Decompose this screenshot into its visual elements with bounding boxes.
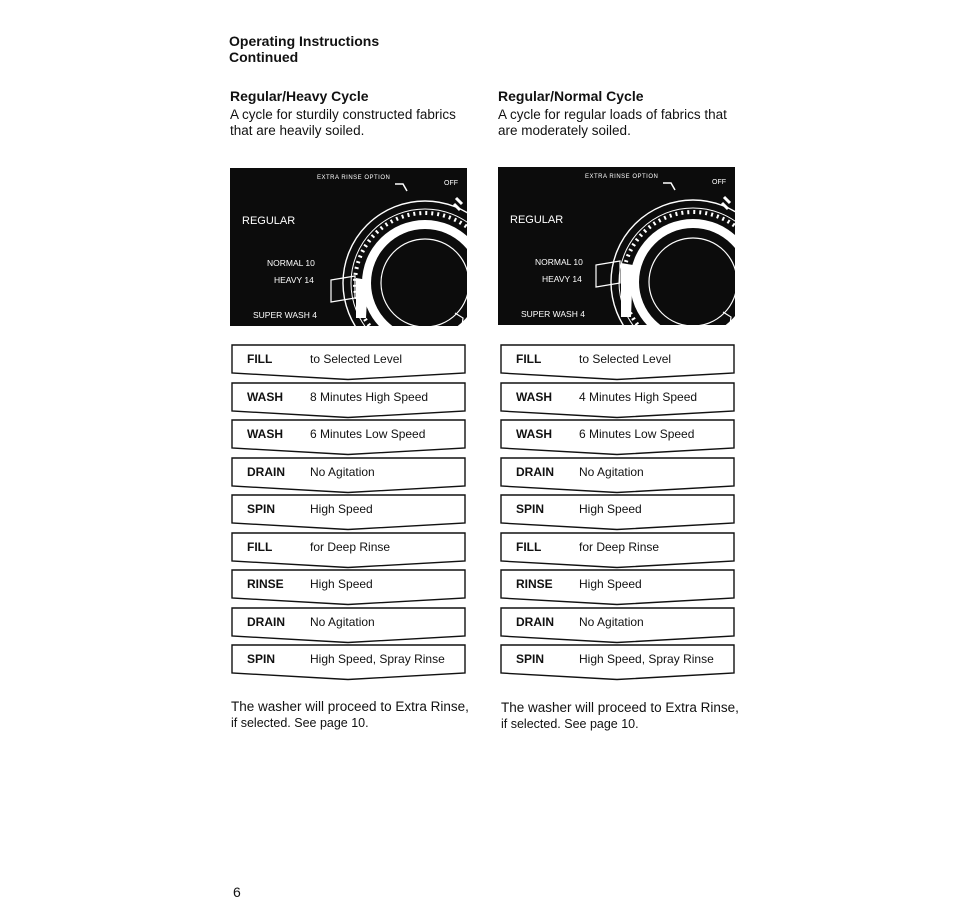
- normal-setting-label: NORMAL 10: [267, 258, 315, 268]
- step-name: FILL: [247, 539, 273, 554]
- note-line: if selected. See page 10.: [501, 717, 639, 731]
- extra-rinse-note: [231, 699, 481, 731]
- step-name: WASH: [516, 389, 552, 404]
- cycle-column-normal: [498, 88, 743, 139]
- cycle-description: [498, 107, 743, 139]
- step-description: High Speed: [310, 502, 373, 516]
- extra-rinse-option-label: EXTRA RINSE OPTION: [317, 175, 391, 181]
- dial-knob-icon: [230, 168, 467, 326]
- heavy-setting-label: HEAVY 14: [542, 274, 582, 284]
- cycle-description-line: are moderately soiled.: [498, 123, 631, 138]
- step-description: High Speed: [310, 577, 373, 591]
- step-description: for Deep Rinse: [579, 539, 660, 554]
- control-dial-panel: [498, 167, 735, 325]
- cycle-step: [230, 644, 467, 682]
- step-description: No Agitation: [579, 614, 644, 629]
- note-line: The washer will proceed to Extra Rinse,: [501, 700, 739, 715]
- cycle-step: [499, 494, 736, 532]
- super-wash-setting-label: SUPER WASH 4: [521, 309, 585, 319]
- cycle-step: [499, 569, 736, 607]
- off-label: OFF: [444, 180, 458, 187]
- note-line: if selected. See page 10.: [231, 716, 369, 730]
- step-name: SPIN: [247, 502, 276, 516]
- cycle-description-line: A cycle for regular loads of fabrics that: [498, 107, 727, 122]
- cycle-steps-list: [230, 344, 467, 682]
- header-subtitle: Continued: [229, 49, 299, 65]
- step-description: 4 Minutes High Speed: [579, 389, 698, 404]
- cycle-title: Regular/Heavy Cycle: [230, 88, 369, 104]
- cycle-step: [499, 344, 736, 382]
- step-description: for Deep Rinse: [310, 539, 391, 554]
- step-name: FILL: [516, 539, 542, 554]
- step-name: WASH: [247, 427, 283, 441]
- section-header: [229, 33, 379, 65]
- cycle-description-line: that are heavily soiled.: [230, 123, 365, 138]
- cycle-description-line: A cycle for sturdily constructed fabrics: [230, 107, 456, 122]
- cycle-step: [230, 344, 467, 382]
- step-name: SPIN: [516, 502, 545, 516]
- step-description: No Agitation: [310, 464, 375, 479]
- cycle-steps-list: [499, 344, 736, 682]
- cycle-step: [499, 644, 736, 682]
- normal-setting-label: NORMAL 10: [535, 257, 583, 267]
- extra-rinse-note: [501, 700, 751, 732]
- step-name: FILL: [247, 352, 273, 366]
- cycle-step: [230, 532, 467, 570]
- page-number: 6: [233, 884, 241, 900]
- cycle-step: [499, 457, 736, 495]
- step-description: High Speed, Spray Rinse: [579, 652, 714, 666]
- cycle-title: Regular/Normal Cycle: [498, 88, 644, 104]
- cycle-step: [230, 382, 467, 420]
- step-description: 6 Minutes Low Speed: [310, 427, 426, 441]
- step-description: No Agitation: [310, 614, 375, 629]
- step-description: to Selected Level: [579, 352, 672, 366]
- step-description: 8 Minutes High Speed: [310, 389, 429, 404]
- cycle-step: [230, 607, 467, 645]
- step-description: 6 Minutes Low Speed: [579, 427, 695, 441]
- step-name: DRAIN: [516, 614, 554, 629]
- step-name: DRAIN: [247, 464, 285, 479]
- step-name: DRAIN: [247, 614, 285, 629]
- control-dial-panel: [230, 168, 467, 326]
- step-name: FILL: [516, 352, 542, 366]
- step-description: High Speed: [579, 577, 642, 591]
- step-description: to Selected Level: [310, 352, 403, 366]
- note-line: The washer will proceed to Extra Rinse,: [231, 699, 469, 714]
- step-name: RINSE: [516, 577, 553, 591]
- step-description: High Speed, Spray Rinse: [310, 652, 445, 666]
- step-description: High Speed: [579, 502, 642, 516]
- cycle-step: [499, 419, 736, 457]
- cycle-step: [230, 457, 467, 495]
- step-name: SPIN: [516, 652, 545, 666]
- step-name: WASH: [247, 389, 283, 404]
- off-label: OFF: [712, 179, 726, 186]
- cycle-step: [499, 532, 736, 570]
- heavy-setting-label: HEAVY 14: [274, 275, 314, 285]
- step-name: SPIN: [247, 652, 276, 666]
- step-name: RINSE: [247, 577, 284, 591]
- step-name: WASH: [516, 427, 552, 441]
- regular-label: REGULAR: [510, 214, 564, 226]
- super-wash-setting-label: SUPER WASH 4: [253, 310, 317, 320]
- cycle-description: [230, 107, 475, 139]
- step-description: No Agitation: [579, 464, 644, 479]
- cycle-step: [499, 607, 736, 645]
- step-name: DRAIN: [516, 464, 554, 479]
- cycle-column-heavy: [230, 88, 475, 139]
- cycle-step: [499, 382, 736, 420]
- cycle-step: [230, 419, 467, 457]
- header-title: Operating Instructions: [229, 33, 380, 49]
- dial-knob-icon: [498, 167, 735, 325]
- cycle-step: [230, 569, 467, 607]
- extra-rinse-option-label: EXTRA RINSE OPTION: [585, 174, 659, 180]
- regular-label: REGULAR: [242, 215, 296, 227]
- cycle-step: [230, 494, 467, 532]
